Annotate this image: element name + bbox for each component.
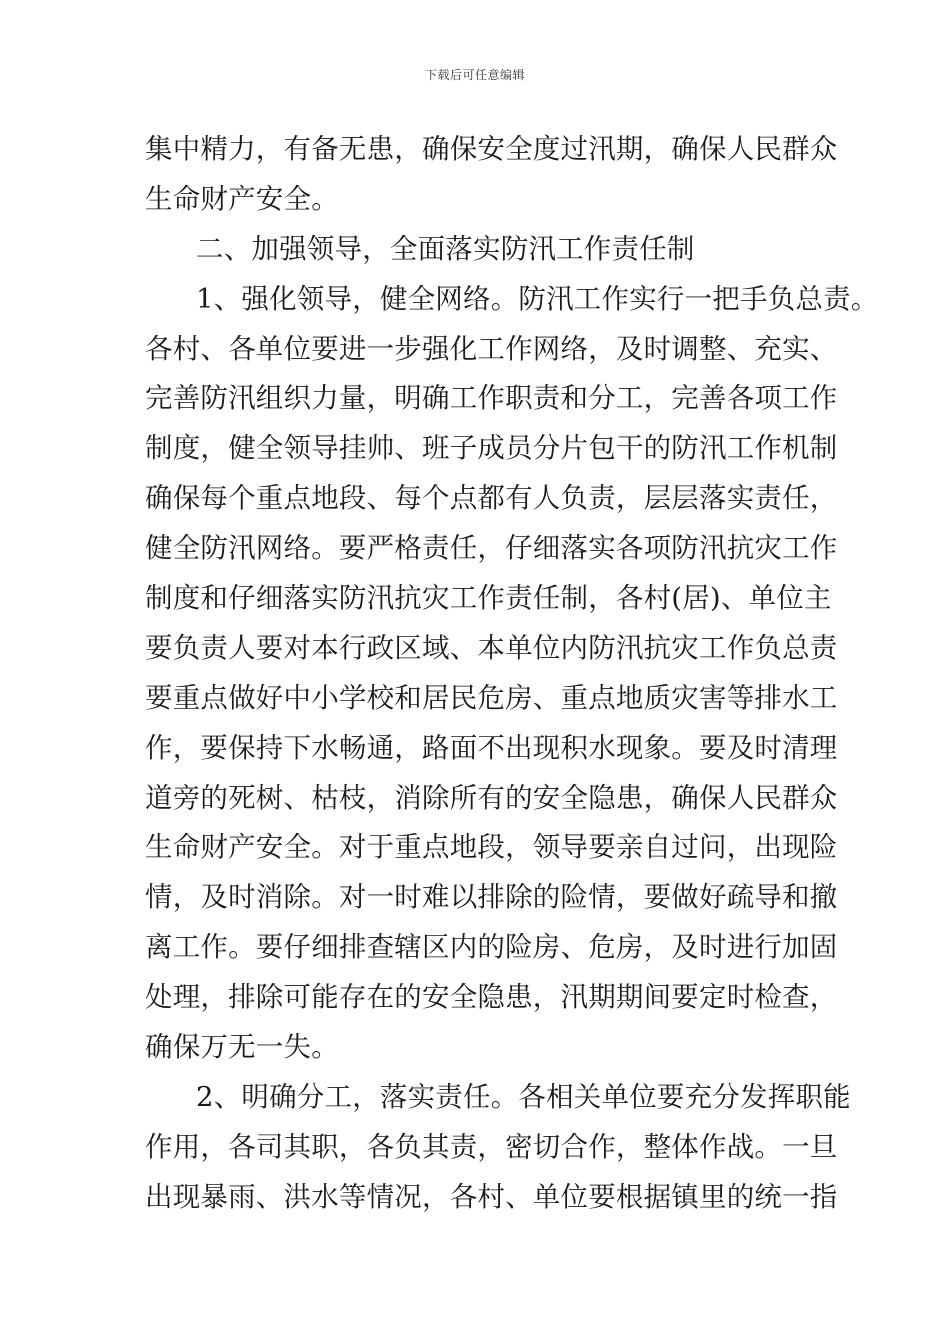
text-line: 生命财产安全。对于重点地段，领导要亲自过问，出现险 [145, 831, 838, 864]
text-line: 制度和仔细落实防汛抗灾工作责任制，各村(居)、单位主 [145, 582, 832, 615]
text-line: 健全防汛网络。要严格责任，仔细落实各项防汛抗灾工作 [145, 532, 838, 565]
text-line: 出现暴雨、洪水等情况，各村、单位要根据镇里的统一指 [145, 1180, 838, 1213]
page-header-note: 下载后可任意编辑 [424, 68, 525, 82]
text-line: 要负责人要对本行政区域、本单位内防汛抗灾工作负总责 [145, 631, 838, 664]
paragraph-start: 1、强化领导，健全网络。防汛工作实行一把手负总责。 [196, 282, 879, 315]
text-line: 要重点做好中小学校和居民危房、重点地质灾害等排水工 [145, 681, 838, 714]
text-line: 制度，健全领导挂帅、班子成员分片包干的防汛工作机制 [145, 432, 838, 465]
text-line: 集中精力，有备无患，确保安全度过汛期，确保人民群众 [145, 133, 838, 165]
section-heading: 二、加强领导，全面落实防汛工作责任制 [196, 232, 695, 265]
text-line: 作，要保持下水畅通，路面不出现积水现象。要及时清理 [145, 731, 838, 764]
text-line: 道旁的死树、枯枝，消除所有的安全隐患，确保人民群众 [145, 781, 838, 814]
text-line: 情，及时消除。对一时难以排除的险情，要做好疏导和撤 [145, 881, 838, 914]
text-line: 确保万无一失。 [145, 1031, 339, 1064]
text-line: 完善防汛组织力量，明确工作职责和分工，完善各项工作 [145, 382, 838, 415]
text-line: 处理，排除可能存在的安全隐患，汛期期间要定时检查， [145, 981, 838, 1014]
text-line: 各村、各单位要进一步强化工作网络，及时调整、充实、 [145, 332, 838, 365]
text-line: 生命财产安全。 [145, 182, 339, 215]
document-body [145, 127, 879, 1225]
text-line: 离工作。要仔细排查辖区内的险房、危房，及时进行加固 [145, 931, 838, 964]
paragraph-start: 2、明确分工，落实责任。各相关单位要充分发挥职能 [196, 1080, 851, 1113]
text-line: 确保每个重点地段、每个点都有人负责，层层落实责任， [145, 482, 838, 515]
text-line: 作用，各司其职，各负其责，密切合作，整体作战。一旦 [145, 1130, 838, 1163]
